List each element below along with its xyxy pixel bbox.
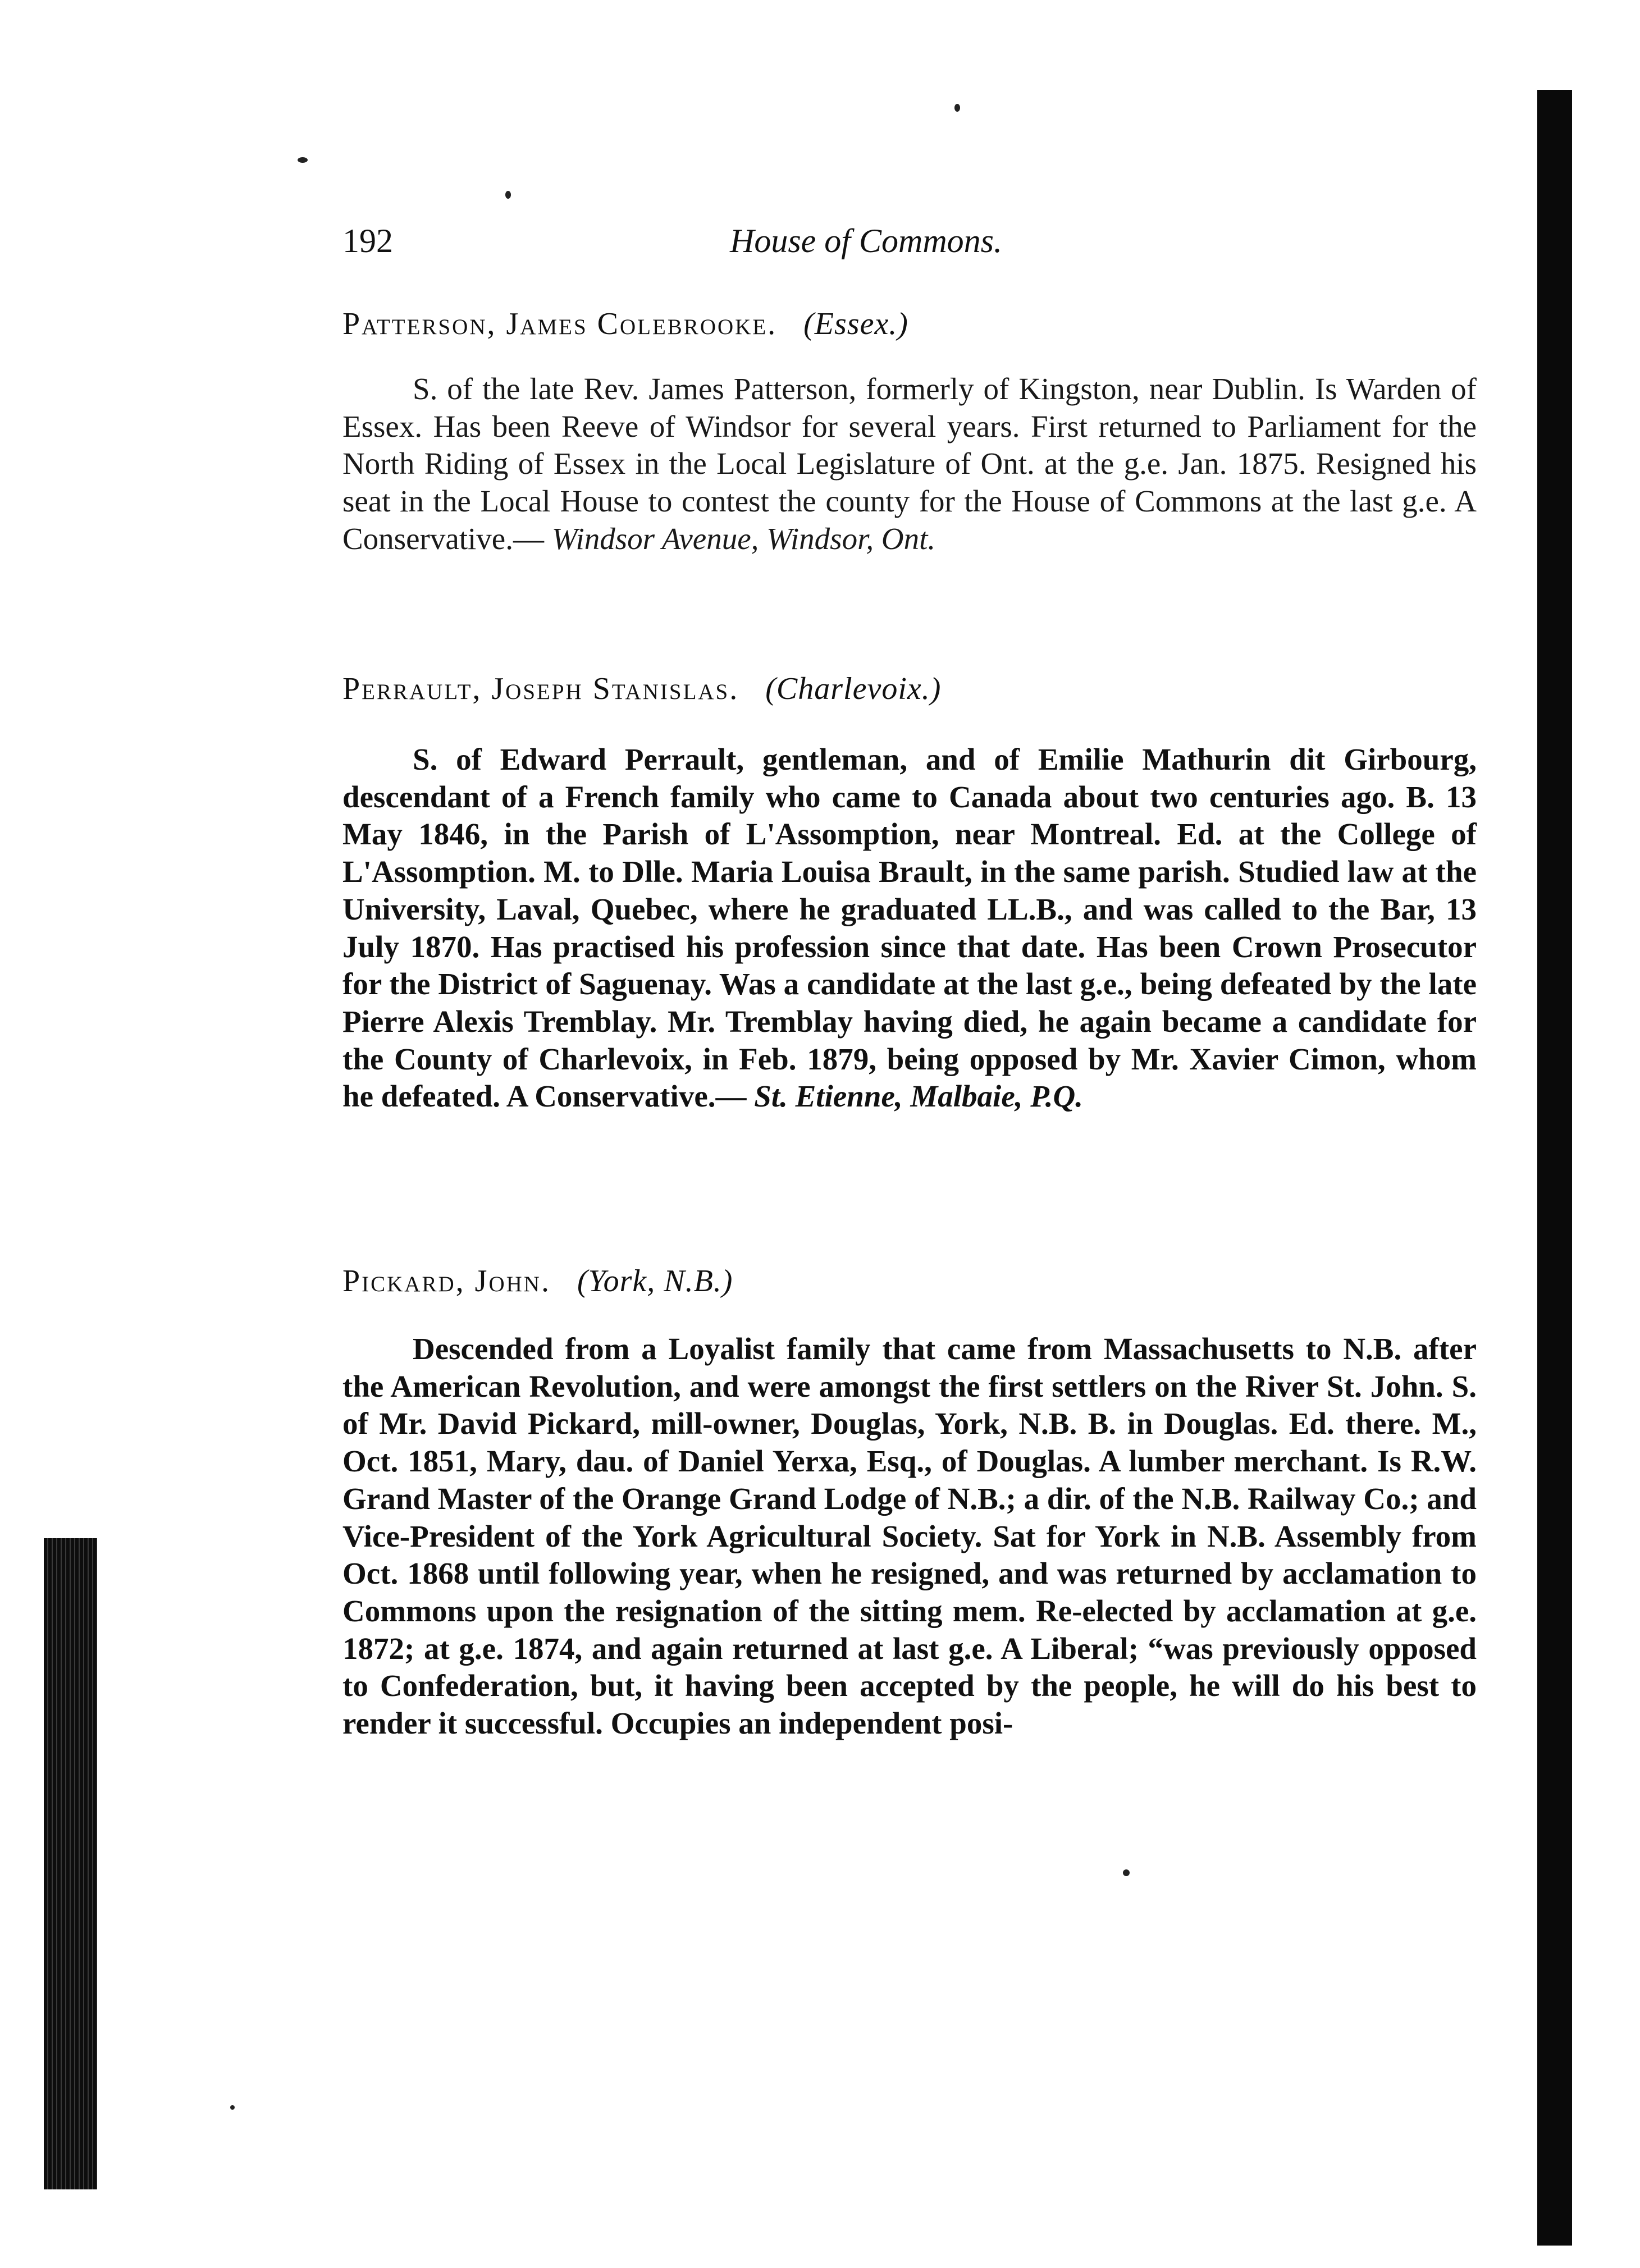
running-head: House of Commons.: [730, 222, 1003, 259]
entry-heading: [342, 306, 1482, 342]
scan-speck: [954, 104, 960, 112]
entry-text: S. of Edward Perrault, gentleman, and of Emilie Mathurin dit Girbourg, descendant of a French family who came to Canada about two centuries ago. B. 13 May 1846, in the Parish of L'Assomption, near Montreal. Ed. at the College of L'Assomption. M. to Dlle. Maria Louisa Brault, in the same parish. Studied law at the University, Laval, Quebec, where he graduated LL.B., and was called to the Bar, 13 July 1870. Has practised his profession since that date. Has been Crown Prosecutor for the District of Saguenay. Was a candidate at the last g.e., being defeated by the late Pierre Alexis Tremblay. Mr. Tremblay having died, he again became a candidate for the County of Charlevoix, in Feb. 1879, being opposed by Mr. Xavier Cimon, whom he defeated. A Conservative.—: [342, 742, 1477, 1114]
scan-edge-shadow-right: [1537, 90, 1572, 2246]
entry-name: Pickard, John.: [342, 1264, 551, 1298]
entry-address: Windsor Avenue, Windsor, Ont.: [551, 521, 936, 556]
scan-speck: [298, 157, 308, 163]
entry-body: [342, 371, 1477, 558]
page-header: [342, 222, 1465, 272]
entry-name: Perrault, Joseph Stanislas.: [342, 671, 739, 706]
entry-address: St. Etienne, Malbaie, P.Q.: [754, 1079, 1083, 1114]
entry-heading: [342, 671, 1482, 707]
entry-constituency: (Essex.): [803, 307, 908, 341]
entry-constituency: (York, N.B.): [577, 1264, 733, 1298]
page-number: 192: [342, 222, 393, 259]
scan-speck: [1123, 1869, 1130, 1876]
entry-name: Patterson, James Colebrooke.: [342, 307, 778, 341]
entry-heading: [342, 1263, 1482, 1299]
scan-edge-shadow-left: [44, 1538, 97, 2189]
entry-text: S. of the late Rev. James Patterson, formerly of Kingston, near Dublin. Is Warden of Essex. Has been Reeve of Windsor for several years. First returned to Parliament for the North Riding of Essex in the Local Legislature of Ont. at the g.e. Jan. 1875. Resigned his seat in the Local House to contest the county for the House of Commons at the last g.e. A Conservative.—: [342, 372, 1477, 556]
entry-body: [342, 741, 1477, 1115]
entry-text: Descended from a Loyalist family that came from Massachusetts to N.B. after the American Revolution, and were amongst the first settlers on the River St. John. S. of Mr. David Pickard, mill-owner, Douglas, York, N.B. B. in Douglas. Ed. there. M., Oct. 1851, Mary, dau. of Daniel Yerxa, Esq., of Douglas. A lumber merchant. Is R.W. Grand Master of the Orange Grand Lodge of N.B.; a dir. of the N.B. Railway Co.; and Vice-President of the York Agricultural Society. Sat for York in N.B. Assembly from Oct. 1868 until following year, when he resigned, and was returned by acclamation to Commons upon the resignation of the sitting mem. Re-elected by acclamation at g.e. 1872; at g.e. 1874, and again returned at last g.e. A Liberal; “was previously opposed to Confederation, but, it having been accepted by the people, he will do his best to render it successful. Occupies an independent posi-: [342, 1332, 1477, 1741]
entry-constituency: (Charlevoix.): [765, 671, 942, 706]
scan-speck: [230, 2105, 235, 2110]
scan-speck: [505, 191, 511, 199]
entry-body: [342, 1330, 1477, 1743]
